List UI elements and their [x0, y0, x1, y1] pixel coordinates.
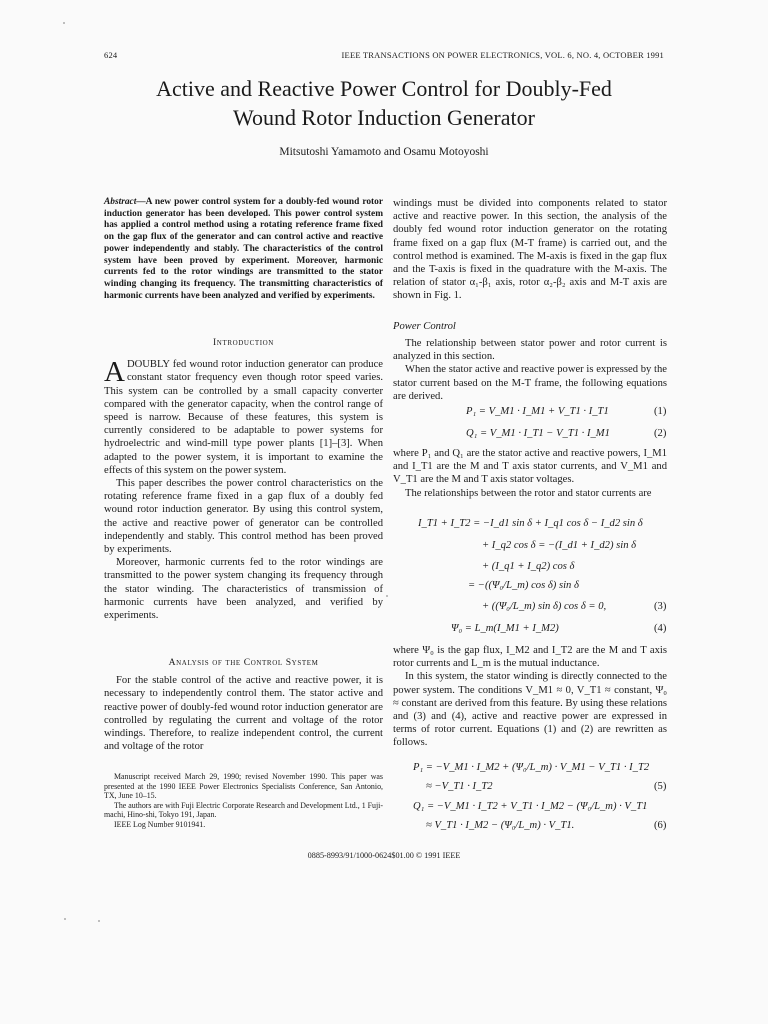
equation-5-line-2: ≈ −V_T1 · I_T2: [426, 781, 493, 792]
equation-5-number: (5): [654, 781, 667, 792]
power-paragraph-2: When the stator active and reactive power is expressed by the stator current based on the M-T frame, the following equations are derived.: [393, 364, 667, 402]
drop-cap: A: [104, 356, 125, 389]
intro-paragraph-3: Moreover, harmonic currents fed to the rotor windings are transmitted to the power system changing its frequency through the stator winding. The characteristics of transmission of harmonic currents have been analyzed, and verified by experiments.: [104, 557, 383, 622]
equation-2: Q₁ = V_M1 · I_T1 − V_T1 · I_M1: [466, 428, 610, 439]
title-line-2: Wound Rotor Induction Generator: [233, 105, 535, 130]
analysis-paragraph-1: For the stable control of the active and reactive power, it is necessary to independently control them. The stator active and reactive power of doubly-fed wound rotor induction generator are controlled by regulating the current and voltage of the rotor windings. Therefore, to realize independent control, the current and voltage of the rotor: [104, 675, 383, 753]
equation-1: P₁ = V_M1 · I_M1 + V_T1 · I_T1: [466, 406, 609, 417]
footnotes: [104, 772, 383, 830]
equation-3-line-2: + I_q2 cos δ = −(I_d1 + I_d2) sin δ: [482, 540, 637, 551]
footnote-received: Manuscript received March 29, 1990; revised November 1990. This paper was presented at the 1990 IEEE Power Electronics Specialists Conference, San Antonio, TX, June 10–15.: [104, 772, 383, 801]
relationship-intro: The relationships between the rotor and stator currents are: [405, 487, 652, 499]
abstract-text: —A new power control system for a doubly-fed wound rotor induction generator has been developed. This power control system has applied a control method using a rotating reference frame fixed on the gap flux of the generator and can control active and reactive power independently and stably. The characteristics of the control system have been proved by experiment. Moreover, harmonic currents fed to the rotor windings are transmitted to the stator winding changing its frequency. The transmitting characteristics of harmonic currents have been analyzed and verified by experiments.: [104, 197, 383, 301]
equation-6-line-1: Q₁ = −V_M1 · I_T2 + V_T1 · I_M2 − (Ψ₀/L_m) · V_T1: [413, 801, 648, 812]
analysis-heading: Analysis of the Control System: [168, 657, 319, 668]
journal-header: IEEE TRANSACTIONS ON POWER ELECTRONICS, VOL. 6, NO. 4, OCTOBER 1991: [341, 50, 664, 60]
equation-3-line-3: + (I_q1 + I_q2) cos δ: [482, 561, 575, 572]
gap-flux-paragraph: where Ψ₀ is the gap flux, I_M2 and I_T2 are the M and T axis rotor currents and L_m is the mutual inductance.: [393, 645, 667, 670]
copyright-line: 0885-8993/91/1000-0624$01.00 © 1991 IEEE: [307, 851, 461, 860]
scan-speck: [64, 918, 66, 920]
paper-title: [0, 74, 768, 132]
title-line-1: Active and Reactive Power Control for Doubly-Fed: [156, 76, 612, 101]
definitions-paragraph: where P₁ and Q₁ are the stator active and reactive powers, I_M1 and I_T1 are the M and T axis stator currents, and V_M1 and V_T1 are the M and T axis stator voltages.: [393, 448, 667, 486]
page-number: 624: [104, 50, 118, 60]
intro-paragraph-1: DOUBLY fed wound rotor induction generator can produce constant stator frequency even though rotor speed varies. This system can be controlled by a small capacity converter compared with the generator capacity, when the control range of speed is narrow. Because of these features, this system is currently considered to be adaptable to power systems for hydroelectric and wind-mill type power plants [1]–[3]. When adapted to the power system, it is important to examine the effects of this system on the power system.: [104, 359, 383, 476]
power-control-heading: Power Control: [393, 321, 456, 332]
equation-3-line-4: = −((Ψ₀/L_m) cos δ) sin δ: [468, 580, 579, 591]
scan-speck: [98, 920, 100, 922]
equation-3-line-1: I_T1 + I_T2 = −I_d1 sin δ + I_q1 cos δ − I_d2 sin δ: [418, 518, 643, 529]
gap-flux-text: [393, 644, 667, 750]
footnote-log: IEEE Log Number 9101941.: [114, 819, 206, 829]
introduction-section: [104, 336, 383, 622]
analysis-section: [104, 656, 383, 753]
equation-4: Ψ₀ = L_m(I_M1 + I_M2): [451, 623, 559, 634]
equation-5-line-1: P₁ = −V_M1 · I_M2 + (Ψ₀/L_m) · V_M1 − V_T1 · I_T2: [413, 762, 650, 773]
stator-connection-paragraph: In this system, the stator winding is directly connected to the power system. The conditions V_M1 ≈ 0, V_T1 ≈ constant, Ψ₀ ≈ constant are derived from this feature. By using these relations and (3) and (4), active and reactive power are expressed in terms of rotor current. Equations (1) and (2) are rewritten as follows.: [393, 671, 667, 749]
scan-speck: [63, 22, 65, 24]
equation-6-number: (6): [654, 820, 667, 831]
equation-1-number: (1): [654, 406, 667, 417]
right-paragraph-1: windings must be divided into components related to stator active and reactive power. In this section, the analysis of the doubly fed wound rotor induction generator on the rotating frame fixed on a gap flux (M-T frame) is carried out, and the control method is examined. The M-axis is fixed in the gap flux and the T-axis is fixed in the quadrature with the M-axis. The relation of stator α₁-β₁ axis, rotor α₂-β₂ axis and M-T axis are shown in Fig. 1.: [393, 198, 667, 302]
scan-speck: [386, 595, 388, 597]
equation-2-number: (2): [654, 428, 667, 439]
equation-3-number: (3): [654, 601, 667, 612]
abstract-label: Abstract: [104, 197, 137, 207]
authors: Mitsutoshi Yamamoto and Osamu Motoyoshi: [279, 146, 489, 158]
introduction-heading: Introduction: [213, 337, 274, 348]
power-control-text: [393, 337, 667, 403]
intro-paragraph-2: This paper describes the power control characteristics on the rotating reference frame fixed in a gap flux of a doubly fed wound rotor induction generator. By using this control system, the active and reactive power of generator can be controlled independently and stably. This control method has been proved by experiments.: [104, 478, 383, 556]
power-paragraph-1: The relationship between stator power and rotor current is analyzed in this section.: [393, 338, 667, 363]
equation-3-line-5: + ((Ψ₀/L_m) sin δ) cos δ = 0,: [482, 601, 607, 612]
equation-6-line-2: ≈ V_T1 · I_M2 − (Ψ₀/L_m) · V_T1.: [426, 820, 575, 831]
definitions-text: [393, 447, 667, 500]
footnote-authors: The authors are with Fuji Electric Corporate Research and Development Ltd., 1 Fuji-machi, Hino-shi, Tokyo 191, Japan.: [104, 800, 383, 820]
abstract: [104, 197, 383, 302]
equation-4-number: (4): [654, 623, 667, 634]
